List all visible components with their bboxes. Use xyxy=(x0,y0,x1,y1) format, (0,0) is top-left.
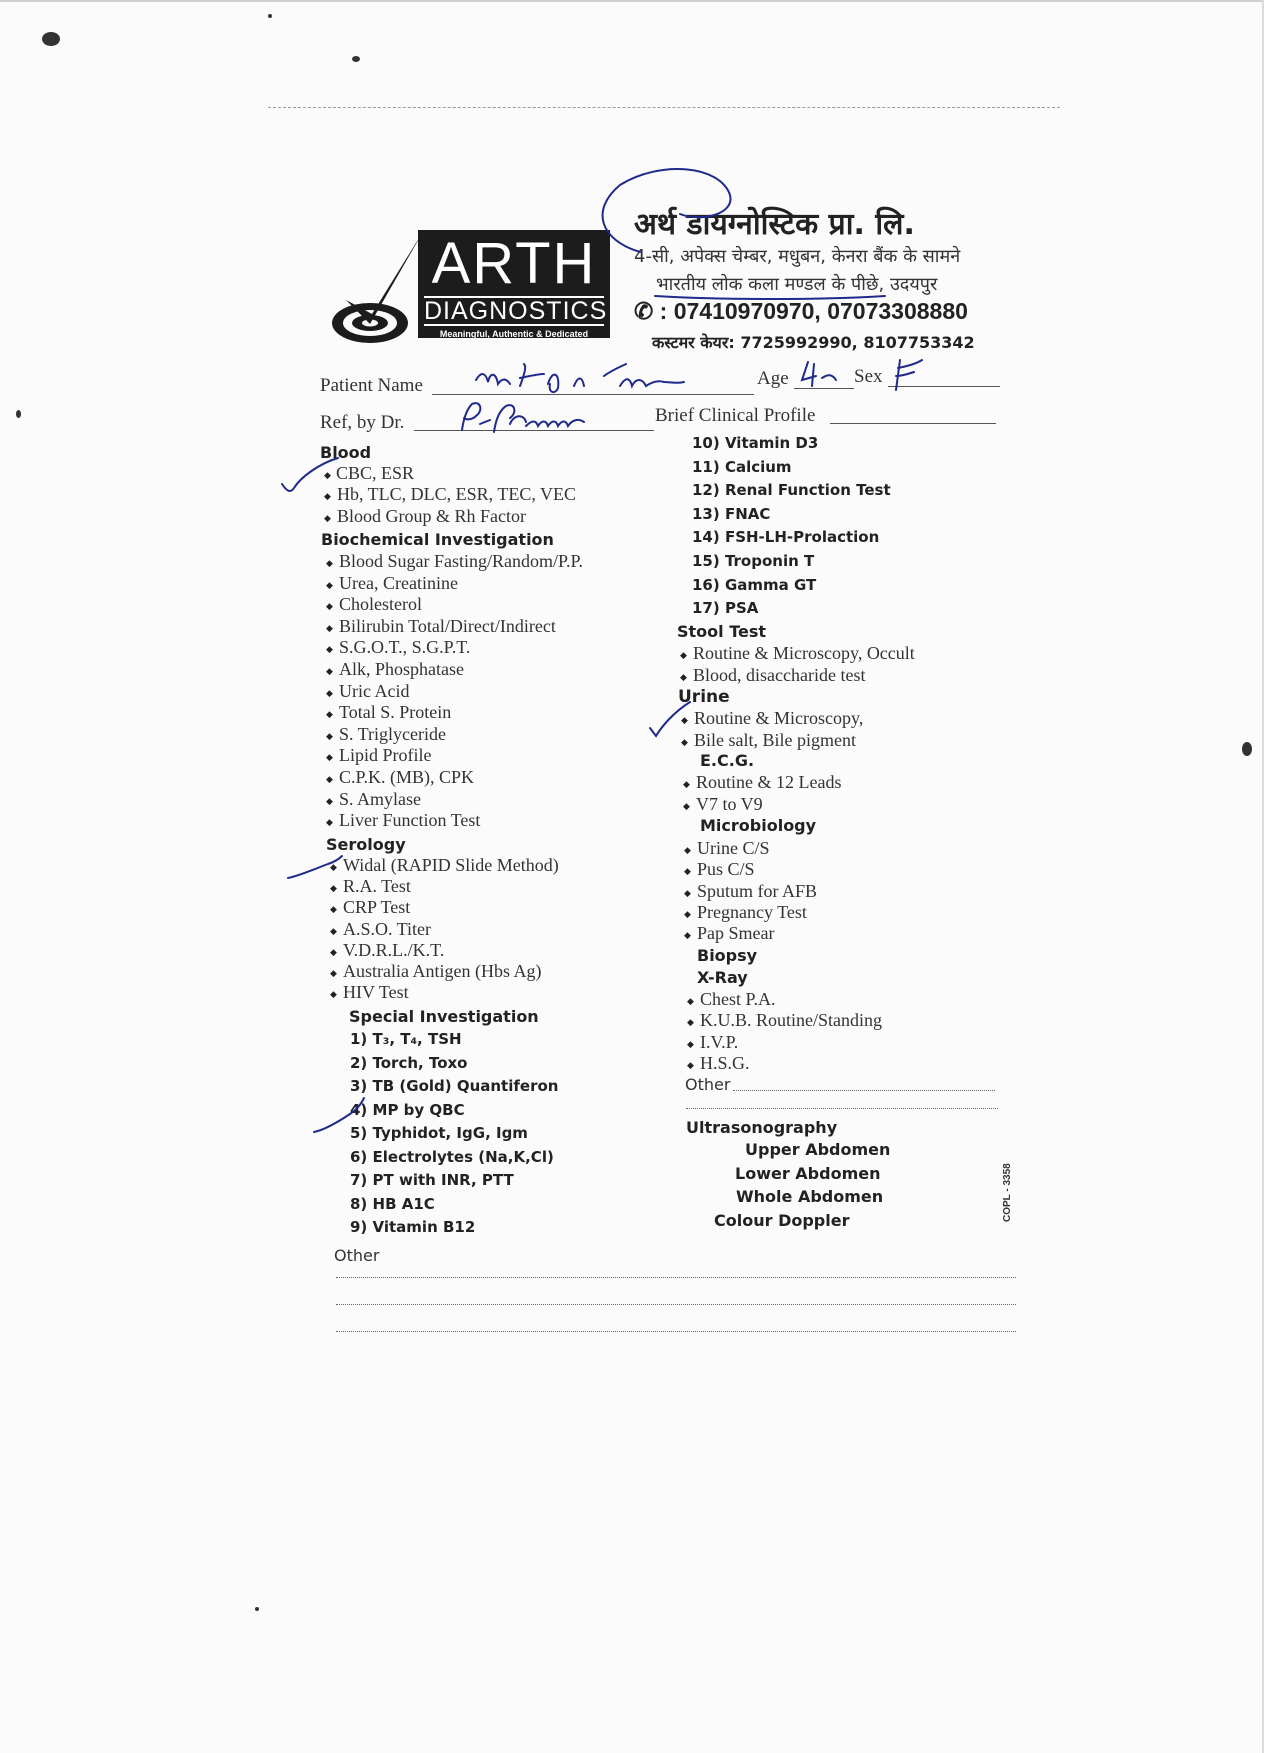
ink-tick-cbc xyxy=(282,458,338,491)
special-test-item: 6) Electrolytes (Na,K,Cl) xyxy=(350,1147,554,1166)
section-serology: Serology xyxy=(326,835,406,854)
numbered-test-item: 11) Calcium xyxy=(692,457,792,476)
other-label-left: Other xyxy=(334,1246,380,1265)
numbered-test-item: 12) Renal Function Test xyxy=(692,481,891,500)
bullet-icon: ◆ xyxy=(326,818,333,829)
bullet-icon: ◆ xyxy=(687,1039,694,1050)
bullet-icon: ◆ xyxy=(326,645,333,656)
ink-tick-widal xyxy=(288,856,342,878)
address-line-2: भारतीय लोक कला मण्डल के पीछे, उदयपुर xyxy=(656,274,938,295)
test-item: Bilirubin Total/Direct/Indirect xyxy=(339,615,556,636)
test-item: C.P.K. (MB), CPK xyxy=(339,767,475,787)
bullet-icon: ◆ xyxy=(681,716,688,726)
bullet-icon: ◆ xyxy=(326,623,333,634)
test-item: Pregnancy Test xyxy=(697,901,807,922)
test-item: Urea, Creatinine xyxy=(339,572,458,593)
test-item: Sputum for AFB xyxy=(697,880,818,901)
logo-arth-text: ARTH xyxy=(431,231,597,296)
bullet-icon: ◆ xyxy=(684,867,691,878)
age-label: Age xyxy=(757,368,789,389)
test-item: Lipid Profile xyxy=(339,745,432,766)
ink-underline xyxy=(655,296,885,299)
bullet-icon: ◆ xyxy=(326,602,333,613)
patient-name-label: Patient Name xyxy=(320,375,423,396)
bullet-icon: ◆ xyxy=(326,667,333,677)
test-item: Australia Antigen (Hbs Ag) xyxy=(343,961,542,981)
test-item: A.S.O. Titer xyxy=(343,918,432,939)
section-xray: X-Ray xyxy=(697,968,748,987)
bullet-icon: ◆ xyxy=(680,651,687,661)
section-microbiology: Microbiology xyxy=(700,816,817,835)
test-item: Blood Sugar Fasting/Random/P.P. xyxy=(339,551,584,571)
numbered-test-item: 10) Vitamin D3 xyxy=(692,434,819,452)
bullet-icon: ◆ xyxy=(330,969,337,979)
test-item: Cholesterol xyxy=(339,594,422,615)
bullet-icon: ◆ xyxy=(326,710,333,721)
bullet-icon: ◆ xyxy=(687,1018,694,1029)
test-item: Liver Function Test xyxy=(339,810,481,831)
bullet-icon: ◆ xyxy=(681,737,688,748)
section-blood: Blood xyxy=(320,443,372,462)
bullet-icon: ◆ xyxy=(326,559,333,569)
bullet-icon: ◆ xyxy=(330,947,337,958)
ink-tick-urine xyxy=(650,702,690,736)
company-name-hindi: अर्थ डायग्नोस्टिक प्रा. लि. xyxy=(634,207,915,242)
test-item: S.G.O.T., S.G.P.T. xyxy=(339,637,471,658)
section-ultrasonography: Ultrasonography xyxy=(686,1118,838,1137)
numbered-test-item: 14) FSH-LH-Prolaction xyxy=(692,528,880,547)
bullet-icon: ◆ xyxy=(324,471,331,481)
ink-patient-name xyxy=(476,364,684,392)
bullet-icon: ◆ xyxy=(684,846,691,856)
usg-item: Colour Doppler xyxy=(714,1211,850,1230)
section-urine: Urine xyxy=(678,687,730,707)
test-item: CRP Test xyxy=(343,897,411,918)
numbered-test-item: 13) FNAC xyxy=(692,504,771,523)
test-item: Widal (RAPID Slide Method) xyxy=(343,855,559,875)
test-item: I.V.P. xyxy=(700,1031,739,1052)
ink-doctor xyxy=(462,403,584,432)
form-code: COPL - 3358 xyxy=(1002,1163,1013,1222)
test-item: Routine & Microscopy, xyxy=(694,708,864,728)
test-item: Hb, TLC, DLC, ESR, TEC, VEC xyxy=(337,484,577,504)
bullet-icon: ◆ xyxy=(687,1060,694,1071)
special-test-item: 9) Vitamin B12 xyxy=(350,1218,476,1236)
bullet-icon: ◆ xyxy=(326,796,333,807)
bullet-icon: ◆ xyxy=(326,580,333,591)
customer-care: कस्टमर केयर: 7725992990, 8107753342 xyxy=(652,333,975,352)
bullet-icon: ◆ xyxy=(330,863,337,873)
numbered-test-item: 15) Troponin T xyxy=(692,552,815,570)
special-test-item: 3) TB (Gold) Quantiferon xyxy=(350,1077,559,1095)
usg-item: Upper Abdomen xyxy=(745,1140,891,1159)
test-item: K.U.B. Routine/Standing xyxy=(700,1010,883,1031)
clinical-profile-label: Brief Clinical Profile xyxy=(655,405,816,426)
phone-numbers: ✆ : 07410970970, 07073308880 xyxy=(634,298,968,324)
test-item: Uric Acid xyxy=(339,680,410,701)
bullet-icon: ◆ xyxy=(330,905,337,916)
test-item: V7 to V9 xyxy=(696,793,763,814)
bullet-icon: ◆ xyxy=(680,672,687,683)
numbered-test-item: 16) Gamma GT xyxy=(692,575,817,594)
test-item: Total S. Protein xyxy=(339,702,452,723)
test-item: HIV Test xyxy=(343,982,409,1003)
sex-label: Sex xyxy=(854,366,883,387)
bullet-icon: ◆ xyxy=(683,780,690,790)
test-item: Blood, disaccharide test xyxy=(693,664,866,685)
numbered-test-item: 17) PSA xyxy=(692,599,759,618)
test-item: Pap Smear xyxy=(697,923,775,944)
bullet-icon: ◆ xyxy=(326,775,333,785)
test-item: Alk, Phosphatase xyxy=(339,659,464,679)
bullet-icon: ◆ xyxy=(326,688,333,699)
ink-circle xyxy=(603,169,731,252)
test-item: Blood Group & Rh Factor xyxy=(337,506,526,526)
bullet-icon: ◆ xyxy=(684,888,691,899)
test-item: Pus C/S xyxy=(697,859,755,880)
special-test-item: 4) MP by QBC xyxy=(350,1100,465,1119)
logo-tagline: Meaningful, Authentic & Dedicated xyxy=(439,329,589,339)
test-item: H.S.G. xyxy=(700,1052,750,1073)
test-item: Bile salt, Bile pigment xyxy=(694,729,856,750)
bullet-icon: ◆ xyxy=(684,909,691,920)
bullet-icon: ◆ xyxy=(326,753,333,764)
test-item: Urine C/S xyxy=(697,838,770,858)
test-item: Chest P.A. xyxy=(700,989,776,1009)
bullet-icon: ◆ xyxy=(684,931,691,942)
special-test-item: 8) HB A1C xyxy=(350,1194,435,1213)
section-biopsy: Biopsy xyxy=(697,946,758,965)
ink-sex xyxy=(896,360,922,390)
section-ecg: E.C.G. xyxy=(700,751,755,770)
ref-doctor-label: Ref, by Dr. xyxy=(320,412,405,433)
bullet-icon: ◆ xyxy=(683,801,690,812)
special-test-item: 7) PT with INR, PTT xyxy=(350,1171,514,1189)
section-special-investigation: Special Investigation xyxy=(349,1007,539,1026)
bullet-icon: ◆ xyxy=(330,926,337,937)
bullet-icon: ◆ xyxy=(324,514,331,524)
test-item: S. Amylase xyxy=(339,788,422,809)
test-item: V.D.R.L./K.T. xyxy=(343,939,445,960)
test-item: R.A. Test xyxy=(343,876,411,897)
address-line-1: 4-सी, अपेक्स चेम्बर, मधुबन, केनरा बैंक के सामने xyxy=(634,246,961,267)
bullet-icon: ◆ xyxy=(324,492,331,502)
other-label-right: Other xyxy=(685,1075,731,1094)
usg-item: Lower Abdomen xyxy=(735,1164,881,1183)
bullet-icon: ◆ xyxy=(687,997,694,1007)
special-test-item: 1) T₃, T₄, TSH xyxy=(350,1030,462,1048)
section-stool: Stool Test xyxy=(677,622,767,641)
test-item: Routine & Microscopy, Occult xyxy=(693,643,915,663)
special-test-item: 5) Typhidot, IgG, Igm xyxy=(350,1124,528,1142)
ink-tick-mp xyxy=(314,1098,364,1132)
bullet-icon: ◆ xyxy=(330,990,337,1001)
bullet-icon: ◆ xyxy=(330,884,337,895)
logo-diagnostics-text: DIAGNOSTICS xyxy=(424,297,608,325)
test-item: Routine & 12 Leads xyxy=(696,772,842,792)
test-item: S. Triglyceride xyxy=(339,723,447,744)
ink-age xyxy=(802,362,836,386)
test-item: CBC, ESR xyxy=(336,463,415,483)
special-test-item: 2) Torch, Toxo xyxy=(350,1053,468,1072)
section-biochemical: Biochemical Investigation xyxy=(321,530,554,549)
bullet-icon: ◆ xyxy=(326,731,333,742)
usg-item: Whole Abdomen xyxy=(736,1187,884,1206)
